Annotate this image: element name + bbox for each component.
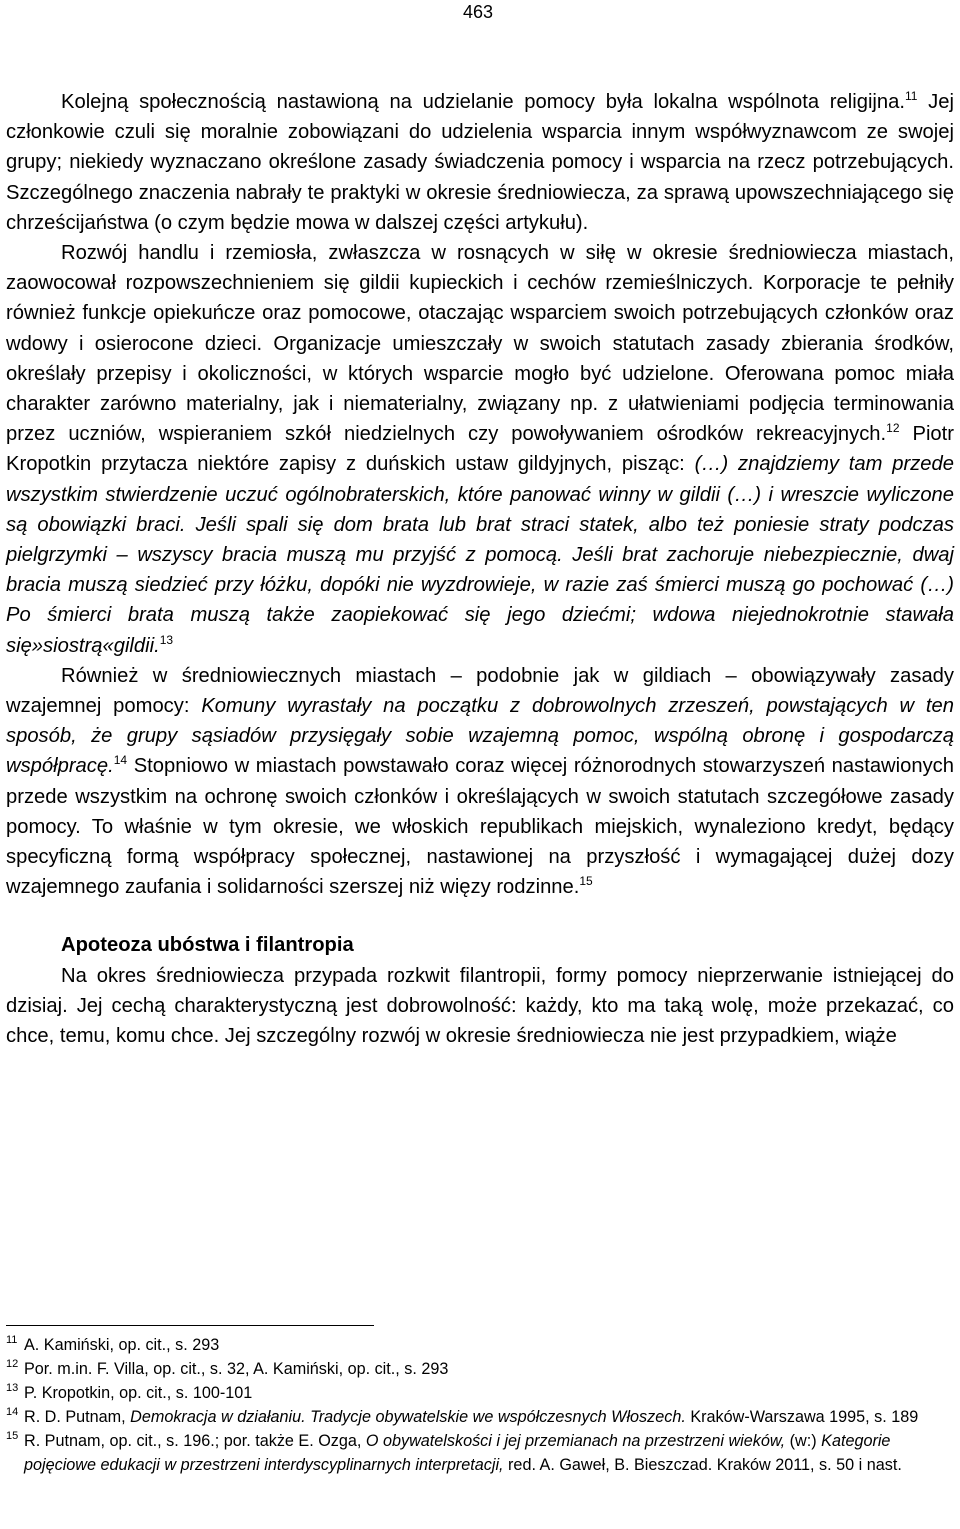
footnotes xyxy=(6,1333,954,1477)
paragraph-2 xyxy=(6,238,954,661)
footnote-separator xyxy=(6,1325,374,1326)
footnote-number: 14 xyxy=(6,1406,19,1418)
paragraph-1-text-a: Kolejną społecznością nastawioną na udzielanie pomocy była lokalna wspólnota religijna. xyxy=(61,91,905,113)
footnote-title-2: Kategorie pojęciowe edukacji w przestrzeni interdyscyplinarnych interpretacji, xyxy=(24,1432,891,1474)
paragraph-2-text-b: Piotr Kropotkin przytacza niektóre zapisy z duńskich ustaw gildyjnych, pisząc: xyxy=(6,423,954,476)
body-text xyxy=(6,87,954,1051)
footnote-11 xyxy=(6,1333,954,1357)
footnote-12 xyxy=(6,1357,954,1381)
footnote-text-a: R. D. Putnam, xyxy=(24,1408,131,1426)
footnote-ref-12: 12 xyxy=(886,421,900,436)
footnote-number: 13 xyxy=(6,1382,19,1394)
section-heading: Apoteoza ubóstwa i filantropia xyxy=(61,934,354,957)
footnote-13 xyxy=(6,1381,954,1405)
footnote-text-c: red. A. Gaweł, B. Bieszczad. Kraków 2011, s. 50 i nast. xyxy=(503,1456,902,1474)
page-number: 463 xyxy=(463,2,494,22)
paragraph-4: Na okres średniowiecza przypada rozkwit filantropii, formy pomocy nieprzerwanie istniejącej do dzisiaj. Jej cechą charakterystyczną jest dobrowolność: każdy, kto ma taką wolę, może przekazać, co chce, temu, komu chce. Jej szczególny rozwój w okresie średniowiecza nie jest przypadkiem, wiąże xyxy=(6,964,954,1048)
footnote-number: 11 xyxy=(6,1334,18,1346)
footnote-15 xyxy=(6,1429,954,1477)
footnote-ref-15: 15 xyxy=(579,874,593,889)
paragraph-3 xyxy=(6,661,954,903)
paragraph-2-text-a: Rozwój handlu i rzemiosła, zwłaszcza w rosnących w siłę w okresie średniowiecza miastach, zaowocował rozpowszechnieniem się gildii kupieckich i cechów rzemieślniczych. Korporacje te pełniły również funkcje opiekuńcze oraz pomocowe, otaczając wsparciem swoich potrzebujących członków oraz wdowy i osierocone dzieci. Organizacje umieszczały w swoich statutach zasady zbierania środków, określały przepisy i okoliczności, w których wsparcie mogło być udzielone. Oferowana pomoc miała charakter zarówno materialny, jak i niematerialny, związany np. z ułatwieniami podjęcia terminowania przez uczniów, wspieraniem szkół niedzielnych czy powoływaniem ośrodków rekreacyjnych. xyxy=(6,242,954,446)
footnote-text: Por. m.in. F. Villa, op. cit., s. 32, A. Kamiński, op. cit., s. 293 xyxy=(24,1360,449,1378)
paragraph-3-text-a: Również w średniowiecznych miastach – podobnie jak w gildiach – obowiązywały zasady wzajemnej pomocy: xyxy=(6,664,954,718)
footnote-ref-14: 14 xyxy=(113,753,128,768)
footnote-text-a: R. Putnam, op. cit., s. 196.; por. także E. Ozga, xyxy=(24,1432,366,1450)
paragraph-3-text-b: Stopniowo w miastach powstawało coraz więcej różnorodnych stowarzyszeń nastawionych przede wszystkim na ochronę swoich członków i określających w swoich statutach szczegółowe zasady pomocy. To właśnie w tym okresie, we włoskich republikach miejskich, wynaleziono kredyt, będący specyficzną formą współpracy społecznej, nastawionej na przyszłość i wymagającej dużej dozy wzajemnego zaufania i solidarności szerszej niż więzy rodzinne. xyxy=(6,755,954,899)
footnote-text-b: (w:) xyxy=(785,1432,822,1450)
putnam-quote: Komuny wyrastały na początku z dobrowolnych zrzeszeń, powstających w ten sposób, że grupy sąsiadów przysięgały sobie wzajemną pomoc, wspólną obronę i gospodarczą współpracę. xyxy=(6,695,954,778)
footnote-ref-11: 11 xyxy=(904,89,918,103)
footnote-text xyxy=(24,1429,954,1477)
footnote-text-b: Kraków-Warszawa 1995, s. 189 xyxy=(685,1408,919,1426)
footnote-text: P. Kropotkin, op. cit., s. 100-101 xyxy=(24,1384,253,1402)
paragraph-1-text-b: Jej członkowie czuli się moralnie zobowiązani do udzielenia wsparcia innym współwyznawcom ze swojej grupy; niekiedy wyznaczano określone zasady świadczenia pomocy i wsparcia na rzecz potrzebujących. Szczególnego znaczenia nabrały te praktyki w okresie średniowiecza, za sprawą upowszechniającego się chrześcijaństwa (o czym będzie mowa w dalszej części artykułu). xyxy=(6,91,954,234)
footnote-14 xyxy=(6,1405,954,1429)
footnote-text: A. Kamiński, op. cit., s. 293 xyxy=(24,1336,220,1354)
footnote-text xyxy=(24,1405,954,1429)
kropotkin-quote: (…) znajdziemy tam przede wszystkim stwierdzenie uczuć ogólnobraterskich, które panować winny w gildii (…) i wreszcie wyliczone są obowiązki braci. Jeśli spali się dom brata lub brat straci statek, albo też poniesie straty podczas pielgrzymki – wszyscy bracia muszą mu przyjść z pomocą. Jeśli brat zachoruje niebezpiecznie, dwaj bracia muszą siedzieć przy łóżku, dopóki nie wyzdrowieje, w razie zaś śmierci muszą go pochować (…) Po śmierci brata muszą także zaopiekować się jego dziećmi; wdowa niejednokrotnie stawała się»siostrą«gildii. xyxy=(6,453,954,657)
footnote-number: 15 xyxy=(6,1430,19,1442)
paragraph-1 xyxy=(6,87,954,238)
footnote-number: 12 xyxy=(6,1358,19,1370)
footnote-title: Demokracja w działaniu. Tradycje obywatelskie we współczesnych Włoszech. xyxy=(130,1408,686,1426)
footnote-ref-13: 13 xyxy=(159,632,174,647)
footnote-title-1: O obywatelskości i jej przemianach na przestrzeni wieków, xyxy=(365,1432,786,1450)
